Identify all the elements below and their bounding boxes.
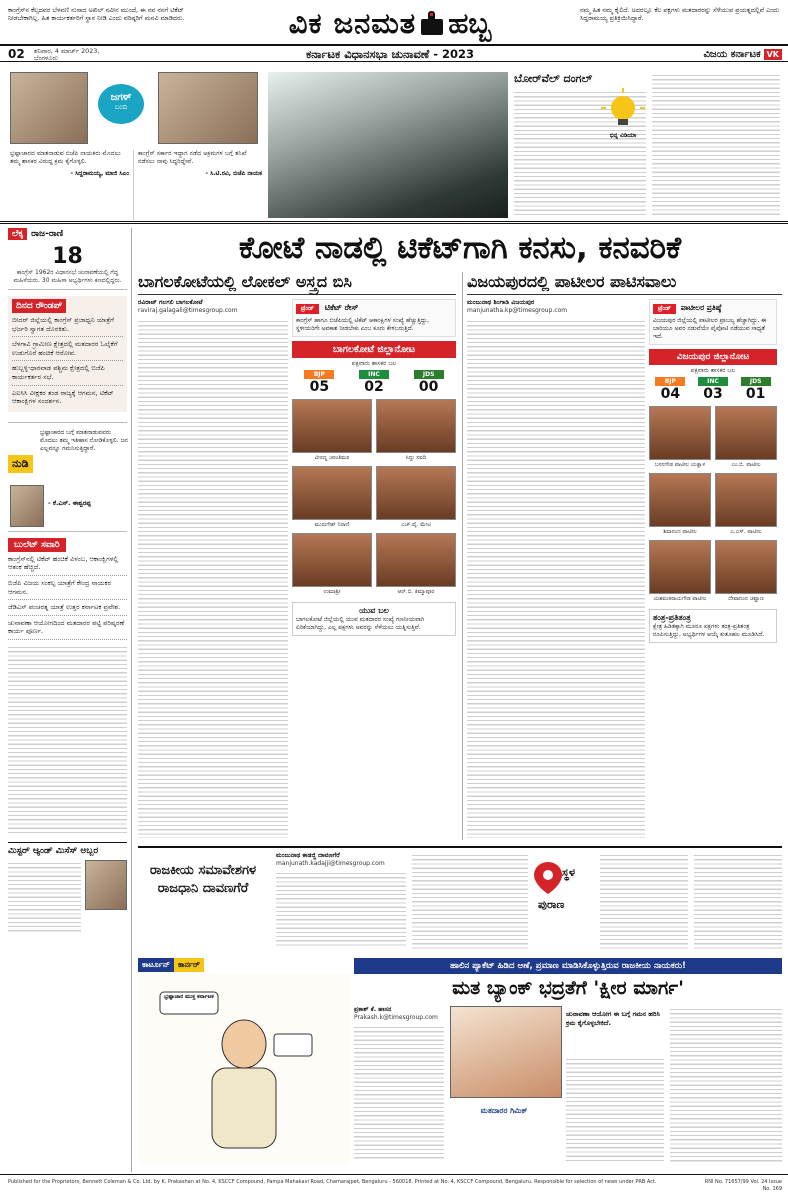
masthead-quote-left: ಕಾಂಗ್ರೆಸ್‌ನ ಕೆಲ್ಸದವರ ಬೆಳವಣಿ ನುಸಾದ ಅಖಿಲ್ ನವೀನ ಮುಂದೆ, ಈ ನವ ನನಗೆ ಟಿಕೆಟ್ ನೀಡಬೇಕಾಗಿಲ್ಲ. ಹಿತ ಕಾರ್ಯಕರ್ತರಿಗೆ ಸ್ಥಾನ ನೀಡಿ ಎಂದು ವರಿಷ್ಠರಿಗೆ ಮನವಿ ಮಾಡಿದರು. bbox=[8, 6, 185, 23]
candidate-card: ಬಸನಗೌಡ ಪಾಟೀಲ ಯತ್ನಾಳ bbox=[649, 406, 711, 469]
milk-col3 bbox=[670, 1006, 782, 1164]
masthead-quote-right: ನಮ್ಮ ಹಿತ ನಮ್ಮ ಕೈಲಿದೆ. ಅದರಲ್ಲೂ ಕೆಲ ಪಕ್ಷಗಳು ಮತದಾರರನ್ನು ಸೆಳೆಯುವ ಪ್ರಯತ್ನದಲ್ಲಿವೆ ಎಂದು ಸಿದ್ದರಾಮಯ್ಯ ಪ್ರತಿಕ್ರಿಯಿಸಿದ್ದಾರೆ. bbox=[580, 6, 780, 23]
milk-quote: ಚುನಾವಣಾ ಆಯೋಗ ಈ ಬಗ್ಗೆ ಗಮನ ಹರಿಸಿ ಕ್ರಮ ಕೈಗೊಳ್ಳಬೇಕಿದೆ. bbox=[566, 1010, 660, 1027]
party-count-bjp: BJP 04 bbox=[655, 377, 685, 402]
bullet-item: ಜೆಡಿಎಸ್ ಪಂಚರತ್ನ ಯಾತ್ರೆ ಉತ್ತರ ಕರ್ನಾಟಕ ಪ್ರವೇಶ. bbox=[8, 600, 127, 616]
cartoon-label: ಕಾರ್ಟೂನ್ bbox=[138, 958, 174, 972]
bagalkote-email: raviraj.galagali@timesgroup.com bbox=[138, 307, 238, 314]
milk-col2 bbox=[566, 1056, 664, 1164]
badge-top: ಸ್ಥಳ bbox=[562, 866, 575, 879]
davanagere-byline: ಮಂಜುನಾಥ ಕಾಡಜ್ಜಿ ದಾವಣಗೆರೆ bbox=[276, 852, 340, 859]
masthead-bar bbox=[0, 44, 788, 62]
candidate-grid bbox=[649, 406, 777, 603]
party-strength-label: ಪಕ್ಷವಾರು ಶಾಸಕರ ಬಲ bbox=[690, 367, 736, 374]
candidate-card: ಯಶವಂತರಾಯಗೌಡ ಪಾಟೀಲ bbox=[649, 540, 711, 603]
tender-text: ಕಾಂಗ್ರೆಸ್ ಹಾಗೂ ಬಿಜೆಪಿಯಲ್ಲಿ ಟಿಕೆಟ್ ಆಕಾಂಕ್ಷಿಗಳ ಸಂಖ್ಯೆ ಹೆಚ್ಚುತ್ತಿದ್ದು, ಸ್ಥಳೀಯರಿಗೇ ಅವಕಾಶ ನೀಡಬೇಕು ಎಂಬ ಕೂಗು ಕೇಳಿಬರುತ್ತಿದೆ. bbox=[296, 317, 429, 332]
bagalkote-byline: ರವಿರಾಜ್ ಗಲಗಲಿ ಬಾಗಲಕೋಟೆ bbox=[138, 299, 203, 306]
tender-box bbox=[292, 299, 456, 337]
party-count-jds: JDS 00 bbox=[414, 370, 444, 395]
left-sidebar bbox=[8, 228, 132, 1172]
davanagere-title: ರಾಜಕೀಯ ಸಮಾವೇಶಗಳ ರಾಜಧಾನಿ ದಾವಣಗೆರೆ bbox=[149, 863, 257, 896]
crowd-photo bbox=[268, 72, 508, 218]
jagala-right-quote: ಕಾಂಗ್ರೆಸ್ ಸರ್ಕಾರ ಇದ್ದಾಗ ನಡೆದ ಅಕ್ರಮಗಳ ಬಗ್ಗೆ ತನಿಖೆ ನಡೆಸಲು ನಾವು ಸಿದ್ಧರಿದ್ದೇವೆ. - ಸಿ.ಟಿ.ರವಿ, ಬಿಜೆಪಿ ನಾಯಕ bbox=[138, 150, 262, 177]
issue-date: ಶನಿವಾರ, 4 ಮಾರ್ಚ್ 2023, bbox=[34, 47, 100, 55]
party-counts bbox=[649, 377, 777, 402]
trend-box bbox=[649, 299, 777, 345]
davanagere-col2 bbox=[412, 852, 528, 950]
cartoon-caption: ಭ್ರಷ್ಟಾಚಾರ ಮುಕ್ತ ಕರ್ನಾಟಕ bbox=[164, 994, 214, 1000]
election-subtitle: ಕರ್ನಾಟಕ ವಿಧಾನಸಭಾ ಚುನಾವಣೆ - 2023 bbox=[305, 47, 475, 61]
lekka-title: ರಾಜ-ರಾಣಿ bbox=[31, 229, 64, 239]
footer-text: Published for the Proprietors, Bennett Coleman & Co. Ltd. by K. Prakashan at No. 4, KSCCF Compound, Pampa Mahakavi Road, Chamarajpet, Bengaluru - 560018. Printed at No. 4, KSCCF Compound, Bengaluru. Responsible for selection of news under PRB Act. bbox=[8, 1179, 657, 1185]
party-counts bbox=[292, 370, 456, 395]
lekka-label: ಲೆಕ್ಕ bbox=[8, 228, 27, 240]
brand-logo bbox=[650, 47, 782, 61]
vijayapura-subhead: ವಿಜಯಪುರದಲ್ಲಿ ಪಾಟೀಲರ ಪಾಟಿಸವಾಲು bbox=[467, 272, 782, 295]
footer-reg: RNI No. 71657/99 Vol. 24 Issue No. 169 bbox=[704, 1179, 782, 1192]
nudi-box bbox=[8, 422, 127, 532]
candidate-card: ಎಚ್.ವೈ. ಮೇಟಿ bbox=[376, 466, 456, 529]
idea-label: ಭಿನ್ನ ವಿಡಿಯಾ bbox=[609, 132, 637, 139]
tender-label: ಟ್ರೆಂಡ್ bbox=[296, 304, 319, 314]
tantra-box bbox=[649, 609, 777, 643]
lekka-number: 18 bbox=[52, 244, 83, 269]
nudi-attr: - ಕೆ.ಎಸ್. ಈಶ್ವರಪ್ಪ bbox=[48, 498, 91, 507]
bullet-filler bbox=[8, 644, 127, 834]
candidate-card: ಎ.ಎಸ್. ಪಾಟೀಲ bbox=[715, 473, 777, 536]
round-up-item: ಬೀದರ್ ಜಿಲ್ಲೆಯಲ್ಲಿ ಕಾಂಗ್ರೆಸ್ ಪ್ರಜಾಧ್ವನಿ ಯಾತ್ರೆಗೆ ಭರ್ಜರಿ ಸ್ವಾಗತ ದೊರಕಿತು. bbox=[12, 313, 123, 337]
mister-text bbox=[8, 860, 81, 934]
trend-text: ವಿಜಯಪುರ ಜಿಲ್ಲೆಯಲ್ಲಿ ಪಾಟೀಲರ ಪ್ರಾಬಲ್ಯ ಹೆಚ್ಚಾಗಿದ್ದು, ಈ ಬಾರಿಯೂ ಅವರ ನಡುವೆಯೇ ಪೈಪೋಟಿ ನಡೆಯುವ ಸಾಧ್ಯತೆ ಇದೆ. bbox=[653, 317, 767, 340]
masthead-title bbox=[212, 4, 568, 42]
issue-city: ಬೆಂಗಳೂರು bbox=[34, 54, 58, 62]
nudi-label: ನುಡಿ bbox=[8, 455, 33, 473]
map-pin-icon bbox=[534, 862, 562, 894]
milk-title: ಮತ ಬ್ಯಾಂಕ್ ಭದ್ರತೆಗೆ 'ಕ್ಷೀರ ಮಾರ್ಗ' bbox=[452, 977, 684, 999]
tantra-text: ಕ್ಷೇತ್ರ ಹಿಡಿತಕ್ಕಾಗಿ ಮೂರೂ ಪಕ್ಷಗಳು ತಂತ್ರ-ಪ್ರತಿತಂತ್ರ ರೂಪಿಸುತ್ತಿದ್ದು, ಅಭ್ಯರ್ಥಿಗಳ ಆಯ್ಕೆ ಕುತೂಹಲ ಮೂಡಿಸಿದೆ. bbox=[653, 623, 765, 638]
trend-title: ಪಾಟೀಲರ ಪ್ರತಿಷ್ಠೆ bbox=[680, 303, 722, 312]
bagalkote-subhead: ಬಾಗಲಕೋಟೆಯಲ್ಲಿ ಲೋಕಲ್ ಅಸ್ತ್ರದ ಬಿಸಿ bbox=[138, 272, 456, 295]
trend-label: ಟ್ರೆಂಡ್ bbox=[653, 304, 676, 314]
vijayapura-district-title: ವಿಜಯಪುರ ಜಿಲ್ಲಾನೋಟ bbox=[649, 349, 777, 365]
masthead bbox=[0, 0, 788, 64]
gimmick-badge: ಮತದಾರರ ಗಿಮಿಕ್ bbox=[480, 1106, 528, 1115]
candidate-card: ಆರ್.ಬಿ. ತಿಮ್ಮಾಪೂರ bbox=[376, 533, 456, 596]
milk-col1 bbox=[354, 1024, 444, 1160]
brand-badge: VK bbox=[764, 49, 782, 60]
bagalkote-district-title: ಬಾಗಲಕೋಟೆ ಜಿಲ್ಲಾನೋಟ bbox=[292, 341, 456, 358]
vijayapura-col1 bbox=[467, 318, 645, 838]
siddaramaiah-photo bbox=[10, 72, 88, 144]
yuva-text: ಬಾಗಲಕೋಟೆ ಜಿಲ್ಲೆಯಲ್ಲಿ ಯುವ ಮತದಾರರ ಸಂಖ್ಯೆ ಗಣನೀಯವಾಗಿ ಏರಿಕೆಯಾಗಿದ್ದು, ಎಲ್ಲ ಪಕ್ಷಗಳು ಅವರನ್ನು ಸೆಳೆಯಲು ಯತ್ನಿಸುತ್ತಿವೆ. bbox=[296, 616, 425, 631]
nudi-quote: ಭ್ರಷ್ಟಾಚಾರದ ಬಗ್ಗೆ ಮಾತನಾಡುವವರು ಮೊದಲು ತಮ್ಮ ಇತಿಹಾಸ ನೋಡಿಕೊಳ್ಳಲಿ. ಜನ ಎಲ್ಲವನ್ನೂ ಗಮನಿಸುತ್ತಿದ್ದಾರೆ. bbox=[40, 428, 128, 452]
page-number: 02 bbox=[8, 47, 25, 61]
footer bbox=[0, 1174, 788, 1200]
ballot-finger-icon bbox=[419, 9, 445, 37]
lekka-text: ಕಾಂಗ್ರೆಸ್ 1962ರ ವಿಧಾನಸಭೆ ಚುನಾವಣೆಯಲ್ಲಿ ಗೆದ್ದ ಮಹಿಳೆಯರು. 30 ಮಹಿಳಾ ಅಭ್ಯರ್ಥಿಗಳು ಕಣದಲ್ಲಿದ್ದರು. bbox=[13, 269, 122, 284]
party-count-jds: JDS 01 bbox=[741, 377, 771, 402]
round-up-item: ಬೆಳಗಾವಿ ಗ್ರಾಮೀಣ ಕ್ಷೇತ್ರದಲ್ಲಿ ಮತದಾರರ ಓಲೈಕೆಗೆ ಉಡುಗೊರೆ ಹಂಚಿಕೆ ಆರೋಪ. bbox=[12, 337, 123, 361]
davanagere-col4 bbox=[694, 852, 782, 950]
mister-title: ಮಿಸ್ಟರ್ ಆ್ಯಂಡ್ ಮಿಸೆಸ್ ಅಬ್ಬರ bbox=[8, 845, 99, 856]
bullet-title: ಬುಲೆಟ್ ಸವಾರಿ bbox=[8, 538, 66, 552]
eshwarappa-photo bbox=[10, 485, 44, 527]
jagala-left-attr: - ಸಿದ್ದರಾಮಯ್ಯ, ಮಾಜಿ ಸಿಎಂ bbox=[70, 169, 129, 177]
headline-text: ಕೋಟೆ ನಾಡಲ್ಲಿ ಟಿಕೆಟ್‌ಗಾಗಿ ಕನಸು, ಕನವರಿಕೆ bbox=[238, 230, 682, 266]
candidate-card: ಎಂ.ಬಿ. ಪಾಟೀಲ bbox=[715, 406, 777, 469]
yuva-title: ಯುವ ಬಲ bbox=[359, 606, 389, 615]
vijayapura-byline: ಮಂಜುನಾಥ ಶಿಂಗಾಡಿ ವಿಜಯಪುರ bbox=[467, 299, 535, 306]
cartoon-label2: ಕಾರ್ನರ್ bbox=[174, 958, 204, 972]
milk-story bbox=[354, 958, 782, 1170]
milk-banner: ಹಾಲಿನ ಪ್ಯಾಕೆಟ್ ಹಿಡಿದ ಆಣೆ, ಪ್ರಮಾಣ ಮಾಡಿಸಿಕೊಳ್ಳುತ್ತಿರುವ ರಾಜಕೀಯ ನಾಯಕರು! bbox=[354, 958, 782, 974]
party-count-bjp: BJP 05 bbox=[304, 370, 334, 395]
masthead-title-right: ಹಬ್ಬ bbox=[448, 5, 492, 40]
ctravi-photo bbox=[158, 72, 258, 144]
tantra-title: ತಂತ್ರ-ಪ್ರತಿತಂತ್ರ bbox=[653, 613, 691, 622]
yuva-box bbox=[292, 602, 456, 636]
bagalkote-col1 bbox=[138, 318, 288, 838]
round-up-item: ಹುಬ್ಬಳ್ಳಿ-ಧಾರವಾಡ ಪಶ್ಚಿಮ ಕ್ಷೇತ್ರದಲ್ಲಿ ಬಿಜೆಪಿ ಕಾರ್ಯಕರ್ತರ ಸಭೆ. bbox=[12, 361, 123, 385]
top-right-column bbox=[652, 72, 780, 218]
sthala-purana-badge bbox=[534, 862, 594, 922]
davanagere-email: manjunath.kadajji@timesgroup.com bbox=[276, 860, 385, 867]
vijayapura-story bbox=[462, 272, 782, 840]
round-up-title: ದಿನದ ರೌಂಡಪ್ bbox=[12, 299, 66, 313]
vijayapura-email: manjunatha.kp@timesgroup.com bbox=[467, 307, 568, 314]
lekka-box bbox=[8, 228, 127, 290]
jagala-label: ಜಗಳ್ bbox=[110, 92, 132, 103]
candidate-card: ಮುರುಗೇಶ್ ನಿರಾಣಿ bbox=[292, 466, 372, 529]
jagala-right-attr: - ಸಿ.ಟಿ.ರವಿ, ಬಿಜೆಪಿ ನಾಯಕ bbox=[205, 169, 262, 177]
round-up-item: ಎಐಸಿಸಿ ವೀಕ್ಷಕರ ತಂಡ ರಾಜ್ಯಕ್ಕೆ ಆಗಮನ, ಟಿಕೆಟ್ ಆಕಾಂಕ್ಷಿಗಳ ಸಂದರ್ಶನ. bbox=[12, 388, 114, 406]
candidate-card: ವೀರಣ್ಣ ಚರಂತಿಮಠ bbox=[292, 399, 372, 462]
party-strength-label: ಪಕ್ಷವಾರು ಶಾಸಕರ ಬಲ bbox=[351, 360, 397, 367]
candidate-card: ಉಮಾಶ್ರೀ bbox=[292, 533, 372, 596]
bullet-box bbox=[8, 538, 127, 834]
jagala-left-quote: ಭ್ರಷ್ಟಾಚಾರದ ಮಾತನಾಡುವ ಬಿಜೆಪಿ ನಾಯಕರು ಮೊದಲು ತಮ್ಮ ಶಾಸಕರ ವಿರುದ್ಧ ಕ್ರಮ ಕೈಗೊಳ್ಳಲಿ. - ಸಿದ್ದರಾಮಯ್ಯ, ಮಾಜಿ ಸಿಎಂ bbox=[10, 150, 134, 220]
cartoon-illustration bbox=[138, 974, 350, 1164]
bullet-item: ಚುನಾವಣಾ ಆಯೋಗದಿಂದ ಮತದಾರರ ಪಟ್ಟಿ ಪರಿಷ್ಕರಣೆ ಕಾರ್ಯ ಪೂರ್ಣ. bbox=[8, 616, 127, 640]
candidate-grid bbox=[292, 399, 456, 596]
cartoon-box bbox=[138, 958, 350, 1170]
davanagere-story bbox=[138, 846, 782, 954]
party-count-inc: INC 03 bbox=[698, 377, 728, 402]
milk-byline: ಪ್ರಕಾಶ್ ಕೆ. ಹಾಸನ bbox=[354, 1006, 392, 1013]
mister-box bbox=[8, 842, 127, 934]
borewell-title: ಬೋರ್‌ವೆಲ್ ದಂಗಲ್ bbox=[514, 72, 593, 85]
brand-name: ವಿಜಯ ಕರ್ನಾಟಕ bbox=[703, 48, 761, 60]
main-headline bbox=[138, 230, 782, 270]
candidate-card: ದೇವಾನಂದ ಚವ್ಹಾಣ bbox=[715, 540, 777, 603]
bagalkote-story bbox=[138, 272, 456, 840]
jagala-badge bbox=[98, 84, 144, 124]
milk-photo bbox=[450, 1006, 562, 1098]
mister-photo bbox=[85, 860, 127, 910]
round-up-box bbox=[8, 296, 127, 412]
top-strip bbox=[0, 66, 788, 224]
jagala-sub: ಬಂದಿ bbox=[114, 103, 128, 111]
badge-bottom: ಪುರಾಣ bbox=[538, 898, 565, 911]
bullet-item: ಕಾಂಗ್ರೆಸ್‌ನಲ್ಲಿ ಟಿಕೆಟ್ ಹಂಚಿಕೆ ವಿಳಂಬ, ಆಕಾಂಕ್ಷಿಗಳಲ್ಲಿ ಆತಂಕ ಹೆಚ್ಚಿದೆ. bbox=[8, 552, 127, 576]
candidate-card: ಸಿದ್ದು ಸವದಿ bbox=[376, 399, 456, 462]
davanagere-col3 bbox=[600, 852, 688, 950]
tender-title: ಟಿಕೆಟ್ ರೇಸ್ bbox=[324, 303, 359, 312]
bulb-icon bbox=[598, 86, 648, 136]
milk-email: Prakash.k@timesgroup.com bbox=[354, 1014, 438, 1021]
masthead-title-left: ವಿಕ ಜನಮತ bbox=[288, 5, 417, 40]
party-count-inc: INC 02 bbox=[359, 370, 389, 395]
candidate-card: ಶಿವಾನಂದ ಪಾಟೀಲ bbox=[649, 473, 711, 536]
davanagere-col1 bbox=[276, 870, 406, 946]
idea-badge bbox=[598, 86, 648, 139]
bullet-item: ಬಿಜೆಪಿ ವಿಜಯ ಸಂಕಲ್ಪ ಯಾತ್ರೆಗೆ ಕೇಂದ್ರ ನಾಯಕರ ಆಗಮನ. bbox=[8, 576, 127, 600]
